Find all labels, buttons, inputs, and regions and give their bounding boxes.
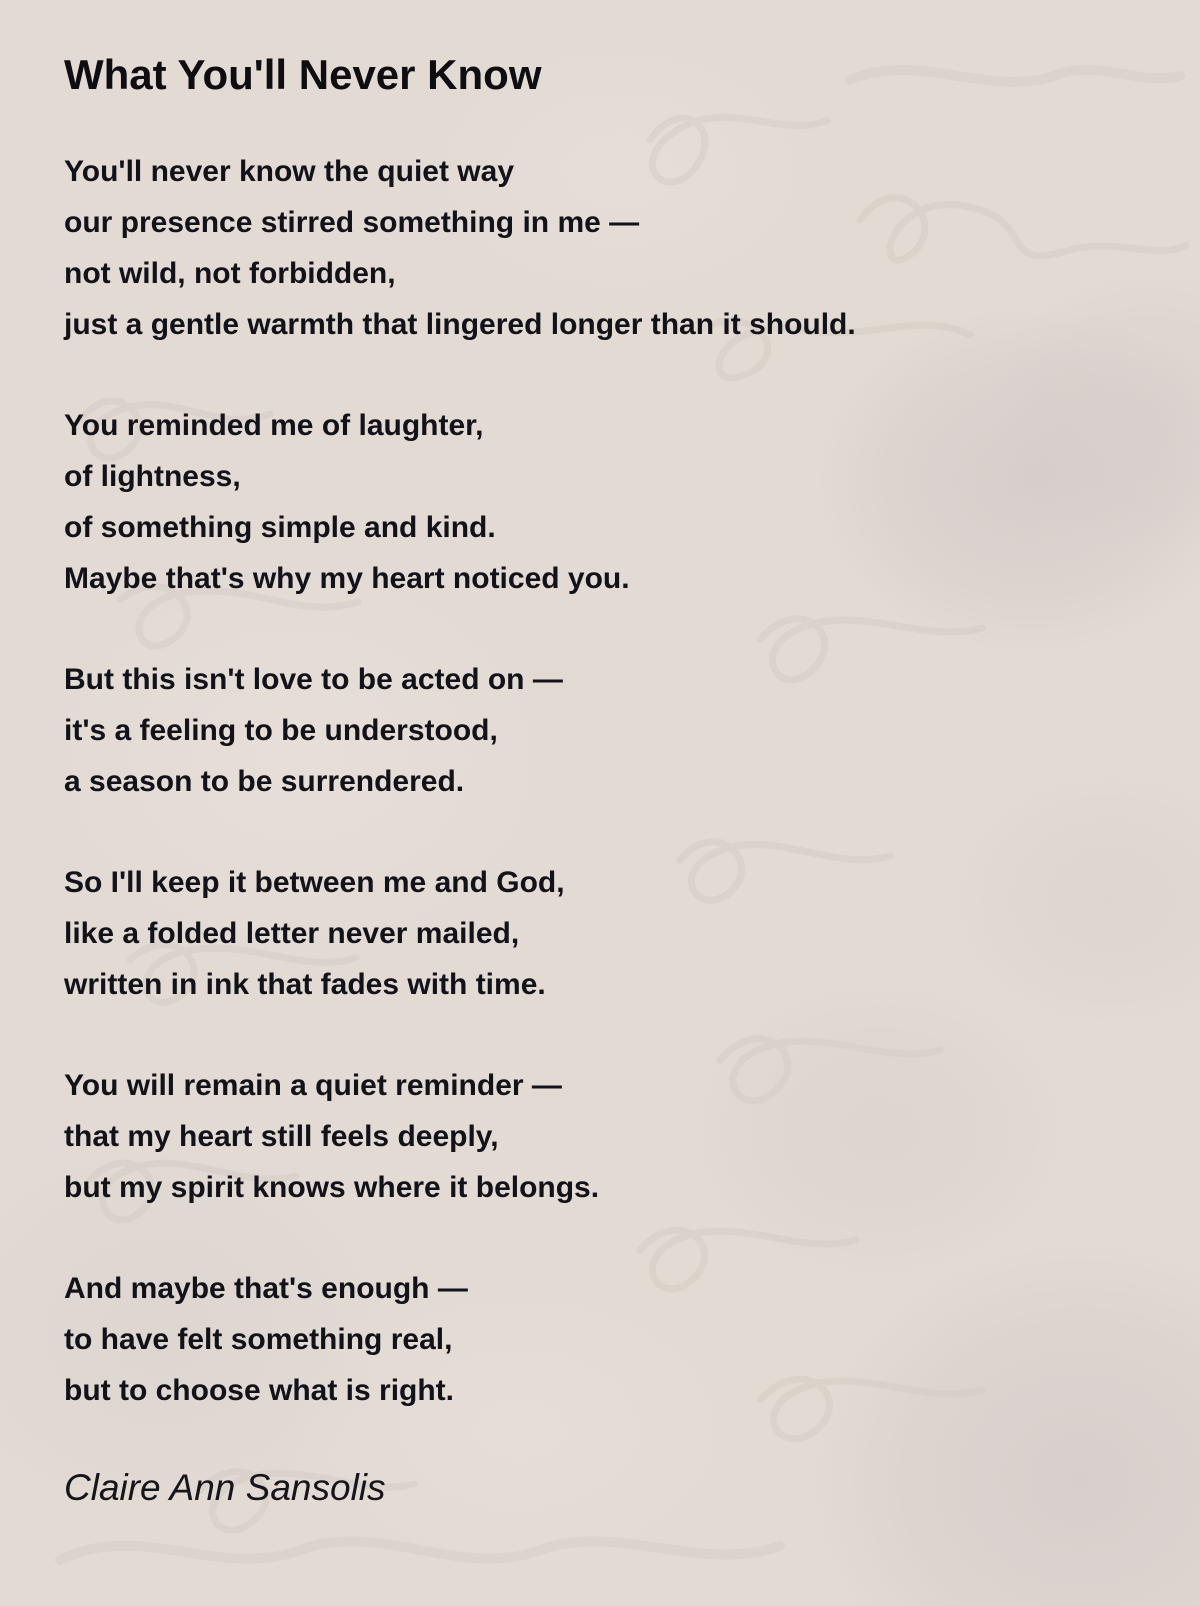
poem-line: of something simple and kind. xyxy=(64,511,496,544)
poem-line: but my spirit knows where it belongs. xyxy=(64,1171,600,1204)
poem-line: But this isn't love to be acted on — xyxy=(64,663,563,696)
poem-line: our presence stirred something in me — xyxy=(64,206,640,239)
stanza-4 xyxy=(64,857,1144,1010)
stanza-2 xyxy=(64,400,1144,604)
poem-line: a season to be surrendered. xyxy=(64,765,465,798)
poem-line: not wild, not forbidden, xyxy=(64,257,396,290)
poem-line: to have felt something real, xyxy=(64,1323,453,1356)
poem-line: just a gentle warmth that lingered longer than it should. xyxy=(64,308,856,341)
stanza-1 xyxy=(64,146,1144,350)
poem-line: So I'll keep it between me and God, xyxy=(64,866,565,899)
stanza-6 xyxy=(64,1263,1144,1416)
poem-line: You will remain a quiet reminder — xyxy=(64,1069,562,1102)
poem-line: but to choose what is right. xyxy=(64,1374,454,1407)
stanza-5 xyxy=(64,1060,1144,1213)
poem-line: You'll never know the quiet way xyxy=(64,155,514,188)
poem-line: like a folded letter never mailed, xyxy=(64,917,520,950)
poem-line: You reminded me of laughter, xyxy=(64,409,484,442)
poem-line: that my heart still feels deeply, xyxy=(64,1120,499,1153)
poem-line: of lightness, xyxy=(64,460,241,493)
poem-line: written in ink that fades with time. xyxy=(64,968,546,1001)
stanza-3 xyxy=(64,654,1144,807)
poem-line: Maybe that's why my heart noticed you. xyxy=(64,562,630,595)
poem-line: And maybe that's enough — xyxy=(64,1272,468,1305)
poem-title: What You'll Never Know xyxy=(64,51,542,98)
poem-line: it's a feeling to be understood, xyxy=(64,714,498,747)
author-signature: Claire Ann Sansolis xyxy=(64,1467,386,1508)
poem-body xyxy=(64,146,1144,1416)
